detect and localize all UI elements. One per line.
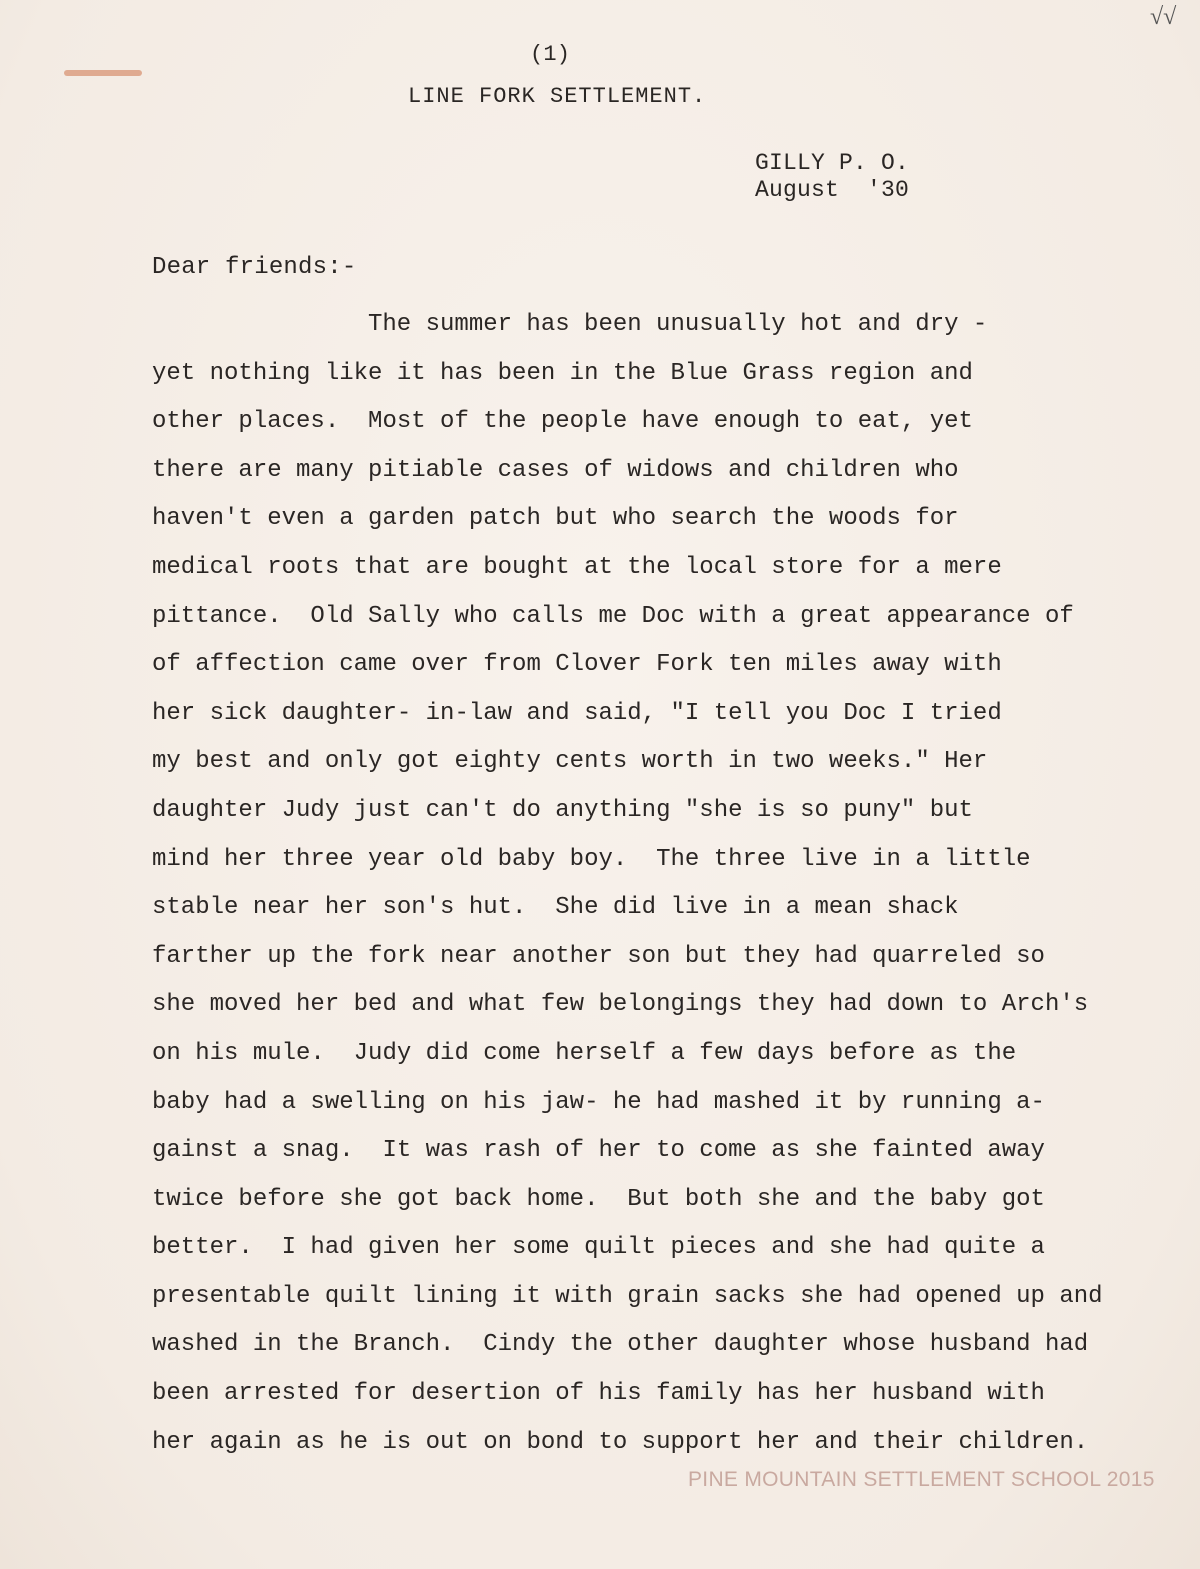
tape-residue bbox=[64, 70, 142, 76]
body-line: my best and only got eighty cents worth in two weeks." Her bbox=[152, 748, 988, 776]
body-line: her again as he is out on bond to support her and their children. bbox=[152, 1428, 1089, 1456]
body-line: better. I had given her some quilt pieces and she had quite a bbox=[152, 1234, 1045, 1262]
body-line: medical roots that are bought at the local store for a mere bbox=[152, 553, 1002, 581]
watermark: PINE MOUNTAIN SETTLEMENT SCHOOL 2015 bbox=[688, 1468, 1155, 1491]
greeting: Dear friends:- bbox=[152, 254, 357, 281]
body-line: there are many pitiable cases of widows and children who bbox=[152, 456, 959, 484]
body-line: of affection came over from Clover Fork ten miles away with bbox=[152, 651, 1002, 679]
body-line: on his mule. Judy did come herself a few days before as the bbox=[152, 1039, 1017, 1067]
body-line: daughter Judy just can't do anything "she is so puny" but bbox=[152, 796, 973, 824]
address-block bbox=[755, 150, 909, 204]
body-line: farther up the fork near another son but they had quarreled so bbox=[152, 942, 1045, 970]
body-line: pittance. Old Sally who calls me Doc with a great appearance of bbox=[152, 602, 1074, 630]
body-line: mind her three year old baby boy. The three live in a little bbox=[152, 845, 1031, 873]
body-line: twice before she got back home. But both she and the baby got bbox=[152, 1185, 1045, 1213]
letter-date: August '30 bbox=[755, 177, 910, 203]
body-line: stable near her son's hut. She did live in a mean shack bbox=[152, 894, 959, 922]
body-line: haven't even a garden patch but who search the woods for bbox=[152, 505, 959, 533]
body-line: The summer has been unusually hot and dry - bbox=[368, 311, 988, 338]
body-line: washed in the Branch. Cindy the other daughter whose husband had bbox=[152, 1331, 1089, 1359]
body-line: her sick daughter- in-law and said, "I tell you Doc I tried bbox=[152, 699, 1002, 727]
body-line: yet nothing like it has been in the Blue Grass region and bbox=[152, 359, 973, 387]
letter-body bbox=[152, 301, 1103, 1467]
body-line: other places. Most of the people have enough to eat, yet bbox=[152, 408, 973, 436]
body-line: presentable quilt lining it with grain sacks she had opened up and bbox=[152, 1282, 1103, 1310]
body-line: gainst a snag. It was rash of her to come as she fainted away bbox=[152, 1137, 1045, 1165]
body-line: been arrested for desertion of his family has her husband with bbox=[152, 1380, 1045, 1408]
document-title: LINE FORK SETTLEMENT. bbox=[408, 84, 707, 109]
body-line: baby had a swelling on his jaw- he had mashed it by running a- bbox=[152, 1088, 1045, 1116]
body-line: she moved her bed and what few belongings they had down to Arch's bbox=[152, 991, 1089, 1019]
check-mark: √√ bbox=[1150, 4, 1177, 30]
page-number: (1) bbox=[530, 42, 571, 67]
post-office: GILLY P. O. bbox=[755, 150, 910, 176]
